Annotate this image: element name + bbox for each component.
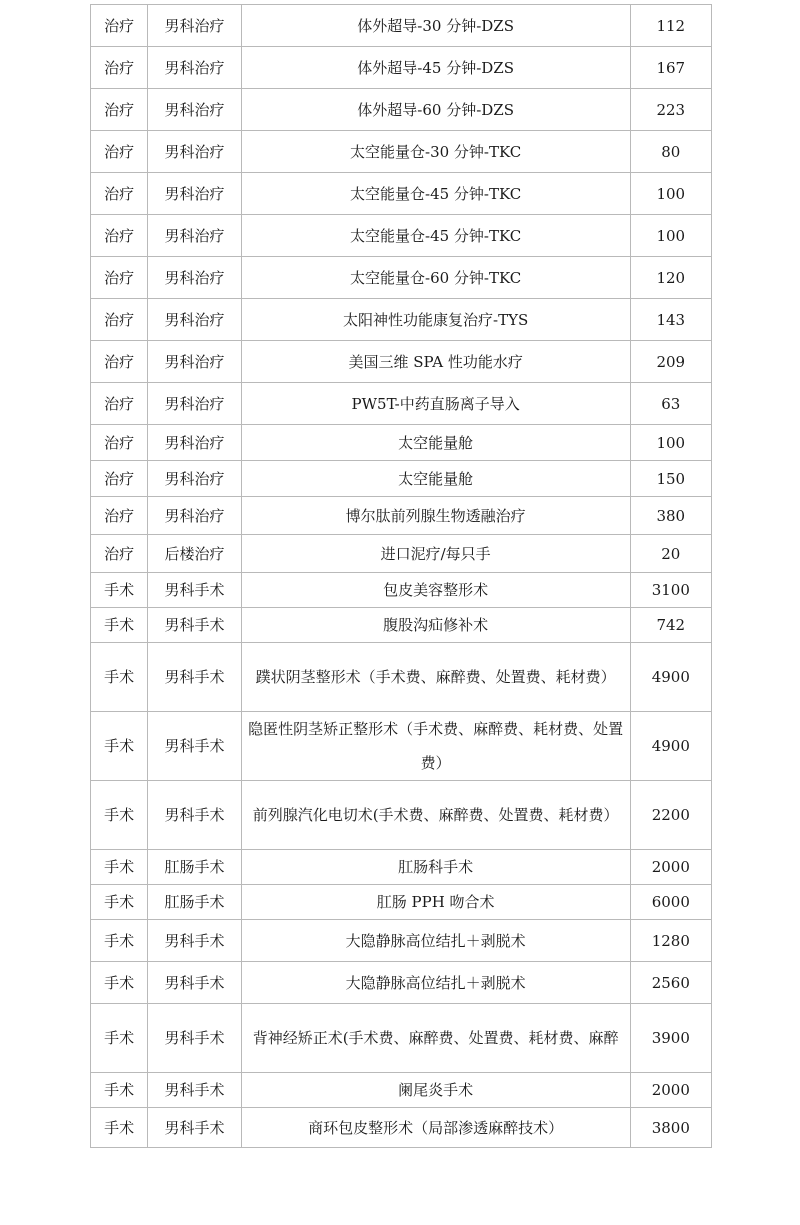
category-cell: 手术 bbox=[91, 781, 148, 850]
item-cell: 大隐静脉高位结扎＋剥脱术 bbox=[241, 962, 630, 1004]
subcategory-cell: 男科手术 bbox=[148, 962, 241, 1004]
subcategory-cell: 男科治疗 bbox=[148, 257, 241, 299]
price-cell: 3100 bbox=[630, 573, 711, 608]
price-cell: 150 bbox=[630, 461, 711, 497]
subcategory-cell: 男科手术 bbox=[148, 643, 241, 712]
subcategory-cell: 肛肠手术 bbox=[148, 850, 241, 885]
category-cell: 手术 bbox=[91, 1073, 148, 1108]
table-row bbox=[91, 643, 712, 712]
item-cell: 体外超导-60 分钟-DZS bbox=[241, 89, 630, 131]
table-row bbox=[91, 535, 712, 573]
price-cell: 2000 bbox=[630, 850, 711, 885]
item-cell: 美国三维 SPA 性功能水疗 bbox=[241, 341, 630, 383]
category-cell: 手术 bbox=[91, 962, 148, 1004]
category-cell: 治疗 bbox=[91, 461, 148, 497]
price-cell: 100 bbox=[630, 173, 711, 215]
price-cell: 4900 bbox=[630, 712, 711, 781]
category-cell: 治疗 bbox=[91, 173, 148, 215]
table-row bbox=[91, 89, 712, 131]
price-cell: 3900 bbox=[630, 1004, 711, 1073]
category-cell: 治疗 bbox=[91, 257, 148, 299]
category-cell: 治疗 bbox=[91, 5, 148, 47]
subcategory-cell: 男科治疗 bbox=[148, 173, 241, 215]
price-cell: 1280 bbox=[630, 920, 711, 962]
document-page bbox=[90, 4, 712, 1148]
table-row bbox=[91, 1073, 712, 1108]
category-cell: 治疗 bbox=[91, 89, 148, 131]
table-row bbox=[91, 257, 712, 299]
item-cell: 体外超导-45 分钟-DZS bbox=[241, 47, 630, 89]
table-row bbox=[91, 425, 712, 461]
table-row bbox=[91, 920, 712, 962]
item-cell: 体外超导-30 分钟-DZS bbox=[241, 5, 630, 47]
item-cell: 隐匿性阴茎矫正整形术（手术费、麻醉费、耗材费、处置费） bbox=[241, 712, 630, 781]
item-cell: 背神经矫正术(手术费、麻醉费、处置费、耗材费、麻醉 bbox=[241, 1004, 630, 1073]
subcategory-cell: 男科治疗 bbox=[148, 89, 241, 131]
category-cell: 手术 bbox=[91, 885, 148, 920]
table-row bbox=[91, 299, 712, 341]
category-cell: 手术 bbox=[91, 608, 148, 643]
item-cell: 前列腺汽化电切术(手术费、麻醉费、处置费、耗材费） bbox=[241, 781, 630, 850]
price-table bbox=[90, 4, 712, 1148]
table-row bbox=[91, 341, 712, 383]
price-cell: 2000 bbox=[630, 1073, 711, 1108]
category-cell: 手术 bbox=[91, 1108, 148, 1148]
table-row bbox=[91, 1004, 712, 1073]
category-cell: 手术 bbox=[91, 1004, 148, 1073]
item-cell: 太空能量仓-45 分钟-TKC bbox=[241, 173, 630, 215]
item-cell: 蹼状阴茎整形术（手术费、麻醉费、处置费、耗材费） bbox=[241, 643, 630, 712]
item-cell: 太空能量舱 bbox=[241, 461, 630, 497]
item-cell: 肛肠科手术 bbox=[241, 850, 630, 885]
item-cell: 商环包皮整形术（局部渗透麻醉技术） bbox=[241, 1108, 630, 1148]
price-cell: 742 bbox=[630, 608, 711, 643]
category-cell: 治疗 bbox=[91, 341, 148, 383]
table-row bbox=[91, 497, 712, 535]
item-cell: 包皮美容整形术 bbox=[241, 573, 630, 608]
table-row bbox=[91, 962, 712, 1004]
category-cell: 治疗 bbox=[91, 299, 148, 341]
subcategory-cell: 男科手术 bbox=[148, 1073, 241, 1108]
price-cell: 2200 bbox=[630, 781, 711, 850]
price-cell: 2560 bbox=[630, 962, 711, 1004]
category-cell: 手术 bbox=[91, 712, 148, 781]
price-cell: 209 bbox=[630, 341, 711, 383]
item-cell: 太空能量舱 bbox=[241, 425, 630, 461]
item-cell: 阑尾炎手术 bbox=[241, 1073, 630, 1108]
category-cell: 治疗 bbox=[91, 425, 148, 461]
price-cell: 143 bbox=[630, 299, 711, 341]
item-cell: 太空能量仓-45 分钟-TKC bbox=[241, 215, 630, 257]
price-cell: 80 bbox=[630, 131, 711, 173]
category-cell: 治疗 bbox=[91, 497, 148, 535]
category-cell: 手术 bbox=[91, 643, 148, 712]
price-cell: 3800 bbox=[630, 1108, 711, 1148]
item-cell: 大隐静脉高位结扎＋剥脱术 bbox=[241, 920, 630, 962]
category-cell: 手术 bbox=[91, 573, 148, 608]
subcategory-cell: 男科治疗 bbox=[148, 299, 241, 341]
item-cell: 太空能量仓-30 分钟-TKC bbox=[241, 131, 630, 173]
item-cell: 肛肠 PPH 吻合术 bbox=[241, 885, 630, 920]
category-cell: 手术 bbox=[91, 920, 148, 962]
price-cell: 63 bbox=[630, 383, 711, 425]
subcategory-cell: 男科手术 bbox=[148, 712, 241, 781]
subcategory-cell: 男科治疗 bbox=[148, 461, 241, 497]
subcategory-cell: 男科治疗 bbox=[148, 5, 241, 47]
category-cell: 治疗 bbox=[91, 383, 148, 425]
category-cell: 治疗 bbox=[91, 47, 148, 89]
table-row bbox=[91, 5, 712, 47]
category-cell: 治疗 bbox=[91, 535, 148, 573]
category-cell: 治疗 bbox=[91, 131, 148, 173]
price-cell: 100 bbox=[630, 215, 711, 257]
category-cell: 治疗 bbox=[91, 215, 148, 257]
price-cell: 100 bbox=[630, 425, 711, 461]
item-cell: 进口泥疗/每只手 bbox=[241, 535, 630, 573]
table-row bbox=[91, 608, 712, 643]
item-cell: 太阳神性功能康复治疗-TYS bbox=[241, 299, 630, 341]
price-cell: 167 bbox=[630, 47, 711, 89]
subcategory-cell: 男科治疗 bbox=[148, 341, 241, 383]
subcategory-cell: 男科治疗 bbox=[148, 47, 241, 89]
subcategory-cell: 男科手术 bbox=[148, 608, 241, 643]
subcategory-cell: 男科治疗 bbox=[148, 215, 241, 257]
table-row bbox=[91, 215, 712, 257]
subcategory-cell: 男科治疗 bbox=[148, 131, 241, 173]
subcategory-cell: 男科治疗 bbox=[148, 425, 241, 461]
subcategory-cell: 男科手术 bbox=[148, 920, 241, 962]
subcategory-cell: 男科治疗 bbox=[148, 497, 241, 535]
item-cell: 腹股沟疝修补术 bbox=[241, 608, 630, 643]
price-cell: 20 bbox=[630, 535, 711, 573]
table-row bbox=[91, 173, 712, 215]
price-cell: 4900 bbox=[630, 643, 711, 712]
category-cell: 手术 bbox=[91, 850, 148, 885]
table-row bbox=[91, 781, 712, 850]
subcategory-cell: 男科手术 bbox=[148, 1108, 241, 1148]
subcategory-cell: 男科手术 bbox=[148, 573, 241, 608]
item-cell: PW5T-中药直肠离子导入 bbox=[241, 383, 630, 425]
table-row bbox=[91, 383, 712, 425]
price-cell: 223 bbox=[630, 89, 711, 131]
item-cell: 太空能量仓-60 分钟-TKC bbox=[241, 257, 630, 299]
table-row bbox=[91, 712, 712, 781]
table-row bbox=[91, 461, 712, 497]
table-row bbox=[91, 850, 712, 885]
price-cell: 380 bbox=[630, 497, 711, 535]
subcategory-cell: 男科治疗 bbox=[148, 383, 241, 425]
table-row bbox=[91, 885, 712, 920]
item-cell: 博尔肽前列腺生物透融治疗 bbox=[241, 497, 630, 535]
price-cell: 120 bbox=[630, 257, 711, 299]
subcategory-cell: 后楼治疗 bbox=[148, 535, 241, 573]
table-row bbox=[91, 131, 712, 173]
subcategory-cell: 肛肠手术 bbox=[148, 885, 241, 920]
price-cell: 112 bbox=[630, 5, 711, 47]
price-table-body bbox=[91, 5, 712, 1148]
subcategory-cell: 男科手术 bbox=[148, 1004, 241, 1073]
table-row bbox=[91, 1108, 712, 1148]
subcategory-cell: 男科手术 bbox=[148, 781, 241, 850]
price-cell: 6000 bbox=[630, 885, 711, 920]
table-row bbox=[91, 47, 712, 89]
table-row bbox=[91, 573, 712, 608]
